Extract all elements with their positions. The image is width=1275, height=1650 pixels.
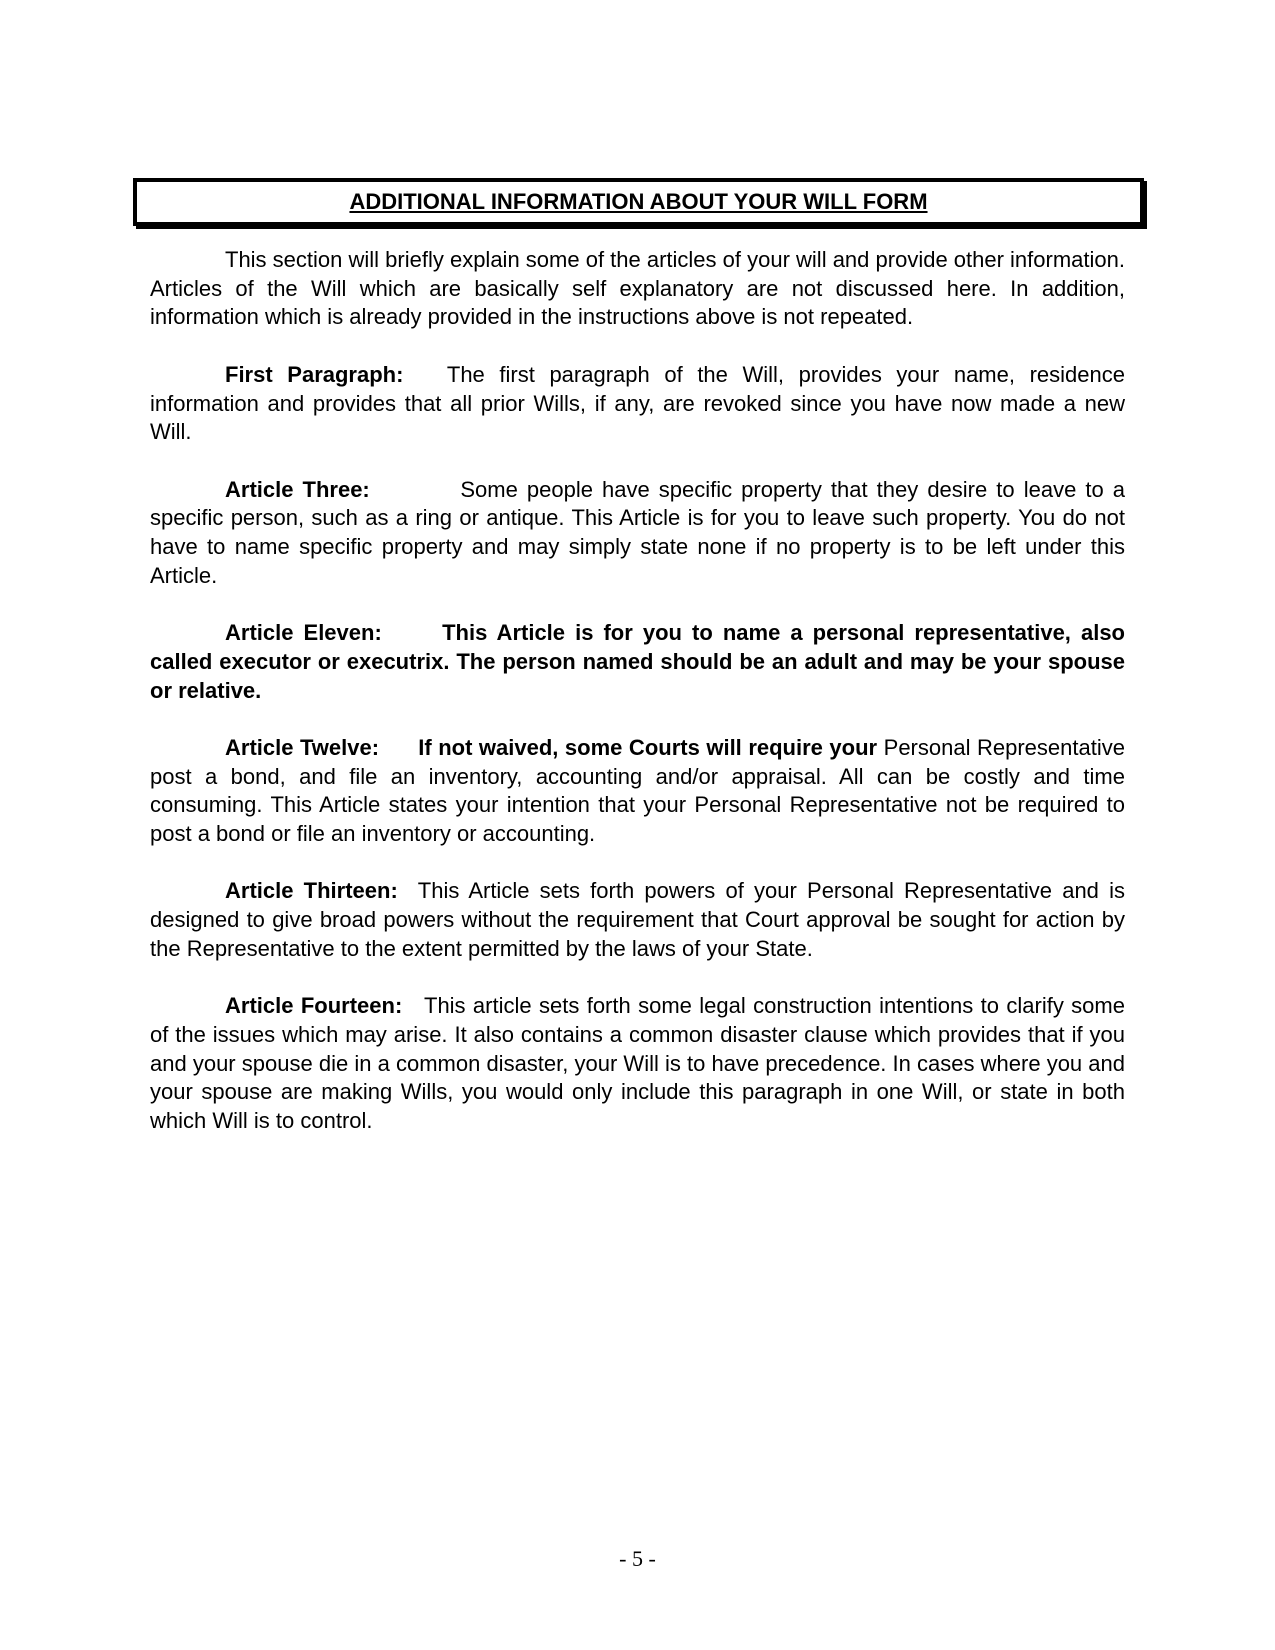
page-title: ADDITIONAL INFORMATION ABOUT YOUR WILL FORM bbox=[349, 189, 928, 214]
paragraph-text: This Article sets forth powers of your Personal Representative and is designed to give broad powers without the requirement that Court approval be sought for action by the Representative to the extent permitted by the laws of your State. bbox=[150, 878, 1125, 961]
paragraph-label: Article Thirteen: bbox=[225, 878, 398, 904]
paragraph-label: Article Fourteen: bbox=[225, 993, 403, 1019]
paragraph-text: Personal Representative post a bond, and file an inventory, accounting and/or appraisal. All can be costly and time consuming. This Article states your intention that your Personal Representative not be required to post a bond or file an inventory or accounting. bbox=[150, 734, 1125, 846]
paragraph-text: This section will briefly explain some of the articles of your will and provide other information. Articles of the Will which are basically self explanatory are not discussed here. In addition, information which is already provided in the instructions above is not repeated. bbox=[150, 247, 1125, 330]
paragraph-label: Article Eleven: bbox=[225, 620, 382, 646]
paragraph-intro bbox=[150, 246, 1125, 332]
paragraph-text: Some people have specific property that they desire to leave to a specific person, such as a ring or antique. This Article is for you to leave such property. You do not have to name specific property and may simply state none if no property is to be left under this Article. bbox=[150, 476, 1125, 588]
paragraph-label: Article Twelve: bbox=[225, 734, 380, 760]
paragraph-article-twelve bbox=[150, 734, 1125, 849]
paragraph-article-three bbox=[150, 476, 1125, 591]
paragraph-label: Article Three: bbox=[225, 476, 370, 502]
paragraph-article-fourteen bbox=[150, 992, 1125, 1136]
paragraph-text: The first paragraph of the Will, provides your name, residence information and provides that all prior Wills, if any, are revoked since you have now made a new Will. bbox=[150, 361, 1125, 445]
paragraph-first bbox=[150, 361, 1125, 447]
paragraph-text: This article sets forth some legal construction intentions to clarify some of the issues which may arise. It also contains a common disaster clause which provides that if you and your spouse die in a common disaster, your Will is to have precedence. In cases where you and your spouse are making Wills, you would only include this paragraph in one Will, or state in both which Will is to control. bbox=[150, 993, 1125, 1133]
title-box bbox=[133, 178, 1144, 226]
paragraph-bold-text: This Article is for you to name a personal representative, also called executor or executrix. The person named should be an adult and may be your spouse or relative. bbox=[150, 620, 1125, 703]
page-number: - 5 - bbox=[619, 1546, 656, 1571]
paragraph-article-eleven bbox=[150, 619, 1125, 705]
paragraph-bold-text: If not waived, some Courts will require your bbox=[418, 734, 878, 760]
paragraph-label: First Paragraph: bbox=[225, 361, 404, 387]
paragraph-article-thirteen bbox=[150, 877, 1125, 963]
document-body bbox=[150, 246, 1125, 1164]
